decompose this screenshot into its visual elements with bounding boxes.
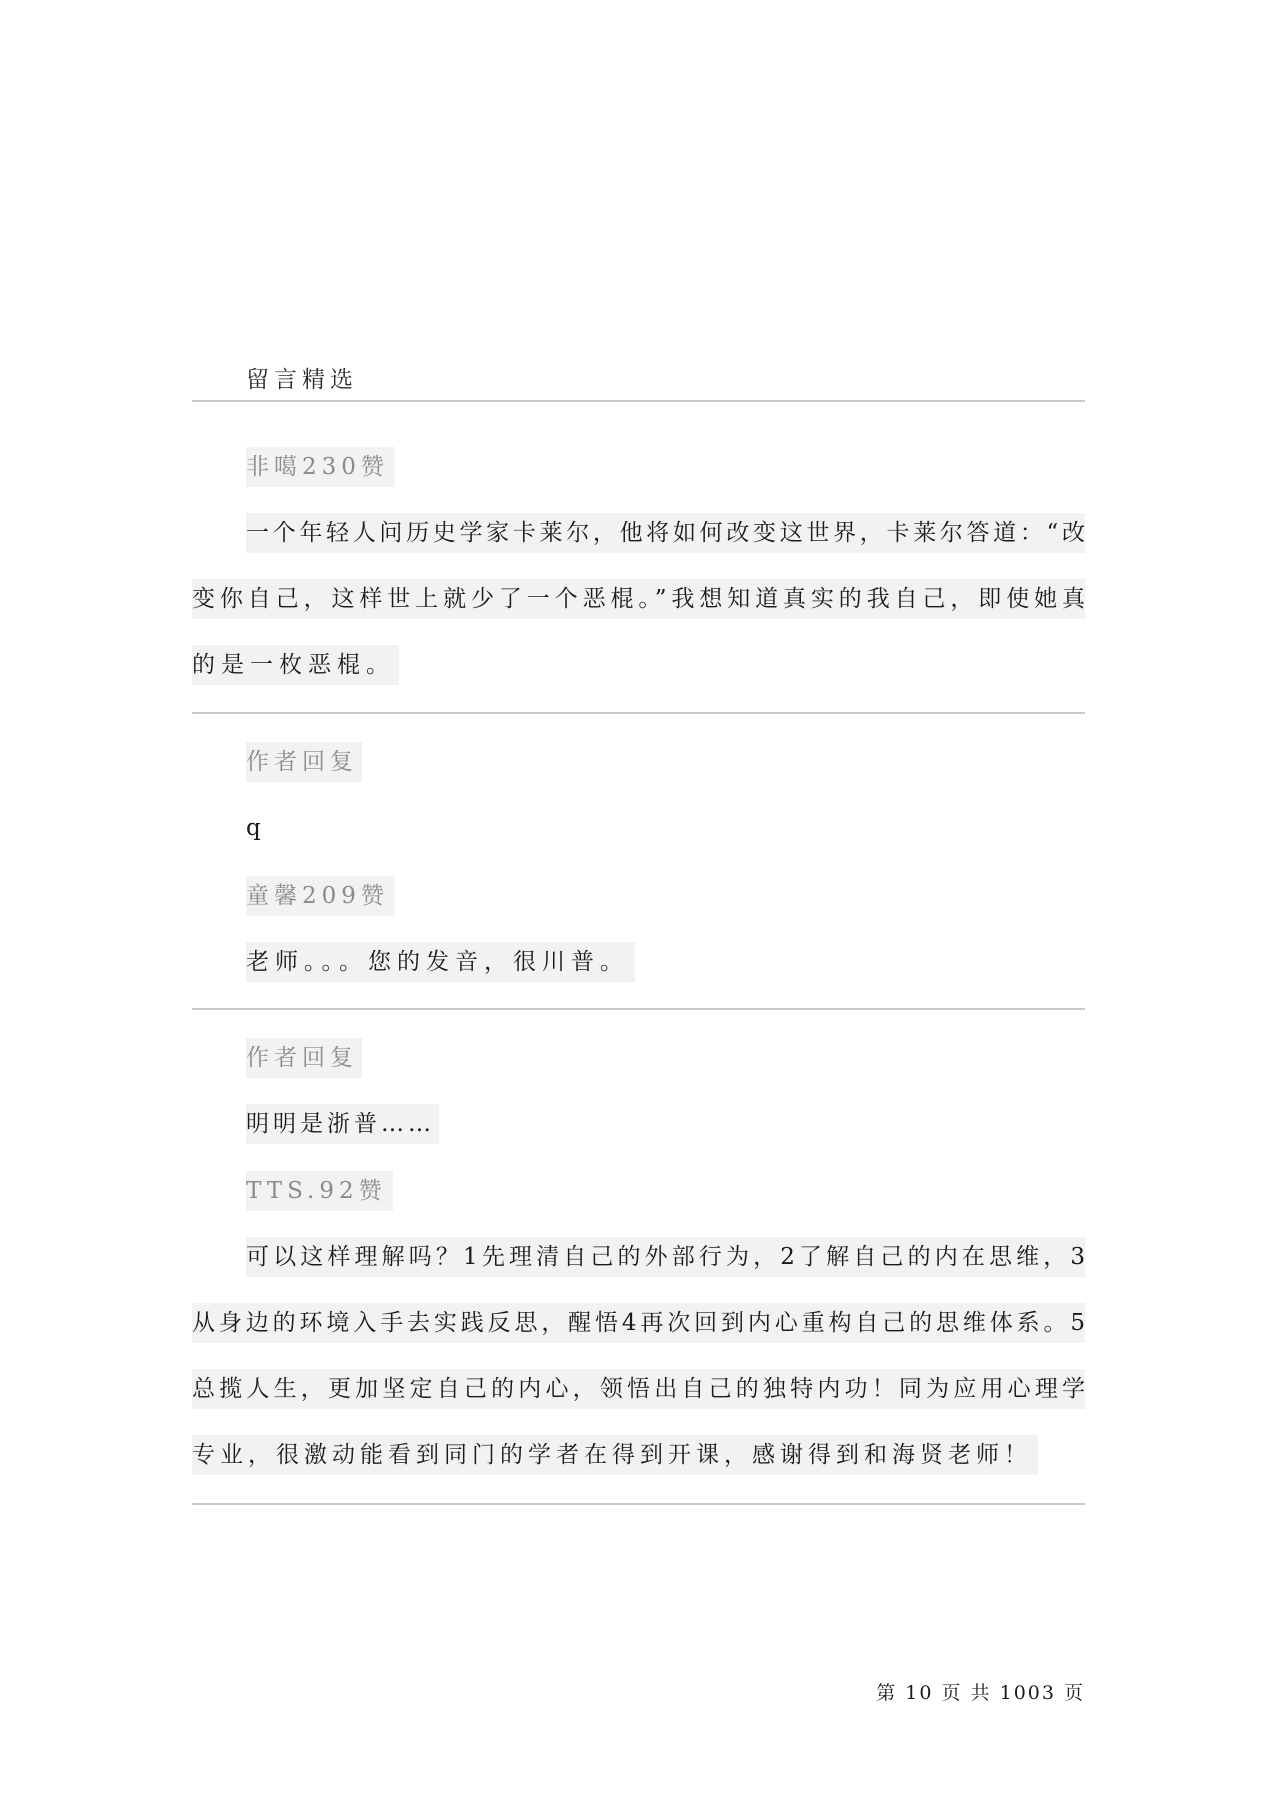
divider	[192, 712, 1085, 714]
comment-author-likes: 童馨209赞	[246, 876, 395, 916]
comment-author-likes: TTS.92赞	[246, 1171, 393, 1211]
comment-author-likes: 非噶230赞	[246, 447, 395, 487]
comment-text: 总揽人生，更加坚定自己的内心，领悟出自己的独特内功！同为应用心理学	[192, 1376, 1085, 1402]
section-title: 留言精选	[246, 367, 358, 393]
page-number: 第 10 页 共 1003 页	[876, 1682, 1085, 1704]
comment-content-line: 的是一枚恶棍。	[192, 645, 399, 685]
comment-content-line	[192, 579, 1085, 619]
comment-text: 可以这样理解吗？1先理清自己的外部行为，2了解自己的内在思维，3	[246, 1244, 1085, 1270]
comment-content-line	[246, 1237, 1085, 1277]
comment-text: 一个年轻人问历史学家卡莱尔，他将如何改变这世界，卡莱尔答道：“改	[246, 520, 1085, 546]
comment-text: 变你自己，这样世上就少了一个恶棍。”我想知道真实的我自己，即使她真	[192, 586, 1085, 612]
reply-text: q	[246, 815, 266, 841]
comment-content-line	[192, 1369, 1085, 1409]
comment-text: 老师。。。您的发音，很川普。	[246, 942, 635, 982]
divider	[192, 1008, 1085, 1010]
reply-text: 明明是浙普……	[246, 1104, 439, 1144]
comment-content-line	[246, 513, 1085, 553]
divider	[192, 400, 1085, 402]
reply-label: 作者回复	[246, 742, 362, 782]
comment-content-line	[192, 1303, 1085, 1343]
reply-label: 作者回复	[246, 1038, 362, 1078]
divider	[192, 1503, 1085, 1505]
comment-text: 从身边的环境入手去实践反思，醒悟4再次回到内心重构自己的思维体系。5	[192, 1310, 1085, 1336]
comment-content-line: 专业，很激动能看到同门的学者在得到开课，感谢得到和海贤老师！	[192, 1435, 1038, 1475]
